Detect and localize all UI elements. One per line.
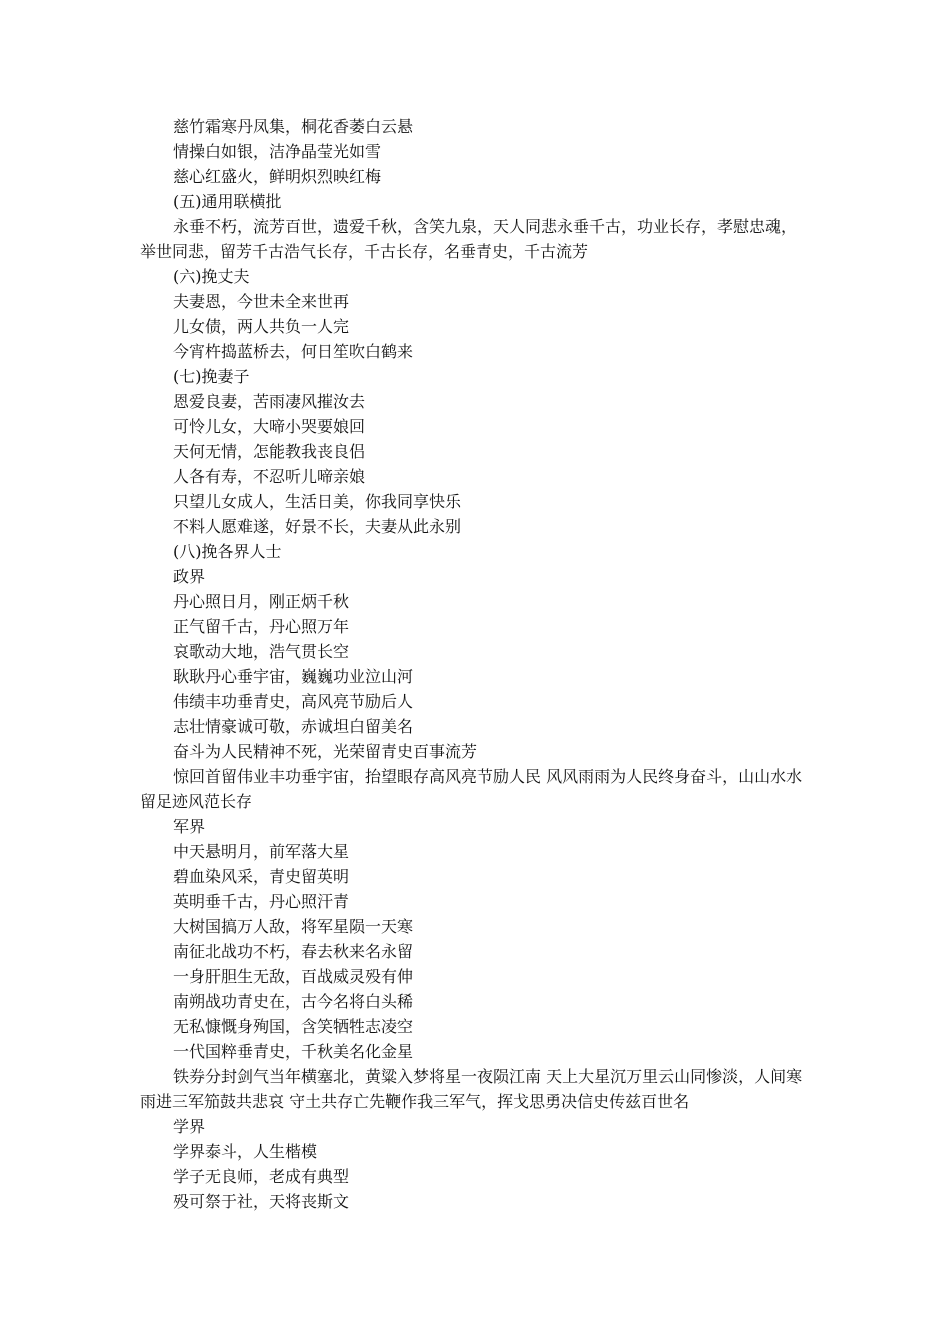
text-line: 夫妻恩，今世未全来世再: [173, 292, 350, 311]
text-paragraph: 惊回首留伟业丰功垂宇宙，抬望眼存高风亮节励人民 风风雨雨为人民终身奋斗，山山水水留足迹风范长存: [140, 767, 803, 811]
text-line: 南征北战功不朽，春去秋来名永留: [173, 942, 414, 961]
text-line: 今宵杵捣蓝桥去，何日笙吹白鹤来: [173, 342, 414, 361]
text-line: 情操白如银，洁净晶莹光如雪: [173, 142, 382, 161]
text-line: 一身肝胆生无敌，百战威灵殁有伸: [173, 967, 414, 986]
text-line: 中天悬明月，前军落大星: [173, 842, 350, 861]
text-line: 学界: [173, 1117, 206, 1136]
text-line: 军界: [173, 817, 206, 836]
text-line: 丹心照日月，刚正炳千秋: [173, 592, 350, 611]
text-line: 人各有寿，不忍听儿啼亲娘: [173, 467, 366, 486]
text-line: 学界泰斗，人生楷模: [173, 1142, 318, 1161]
text-line: (七)挽妻子: [173, 367, 250, 386]
text-line: (五)通用联横批: [173, 192, 282, 211]
text-line: 学子无良师，老成有典型: [173, 1167, 350, 1186]
text-paragraph: 铁券分封剑气当年横塞北，黄粱入梦将星一夜陨江南 天上大星沉万里云山同惨淡，人间寒雨进三军笳鼓共悲哀 守土共存亡先鞭作我三军气，挥戈思勇决信史传兹百世名: [140, 1067, 803, 1111]
text-paragraph: 永垂不朽，流芳百世，遗爱千秋，含笑九泉，天人同悲永垂千古，功业长存，孝慰忠魂，举世同悲，留芳千古浩气长存，千古长存，名垂青史，千古流芳: [140, 217, 798, 261]
text-line: (八)挽各界人士: [173, 542, 282, 561]
text-line: 政界: [173, 567, 206, 586]
text-line: 慈心红盛火，鲜明炽烈映红梅: [173, 167, 382, 186]
text-line: 儿女债，两人共负一人完: [173, 317, 350, 336]
text-line: 天何无情，怎能教我丧良侣: [173, 442, 366, 461]
text-line: 殁可祭于社，天将丧斯文: [173, 1192, 350, 1211]
text-line: 南朔战功青史在，古今名将白头稀: [173, 992, 414, 1011]
text-line: 正气留千古，丹心照万年: [173, 617, 350, 636]
text-line: 大树国搞万人敌，将军星陨一天寒: [173, 917, 414, 936]
text-line: 耿耿丹心垂宇宙，巍巍功业泣山河: [173, 667, 414, 686]
text-line: 志壮情豪诚可敬，赤诚坦白留美名: [173, 717, 414, 736]
text-line: 可怜儿女，大啼小哭要娘回: [173, 417, 366, 436]
text-line: 奋斗为人民精神不死，光荣留青史百事流芳: [173, 742, 478, 761]
text-line: 英明垂千古，丹心照汗青: [173, 892, 350, 911]
text-line: 慈竹霜寒丹凤集，桐花香萎白云悬: [173, 117, 414, 136]
text-line: 恩爱良妻，苦雨凄风摧汝去: [173, 392, 366, 411]
text-line: 哀歌动大地，浩气贯长空: [173, 642, 350, 661]
text-line: 碧血染风采，青史留英明: [173, 867, 350, 886]
text-line: (六)挽丈夫: [173, 267, 250, 286]
text-line: 只望儿女成人，生活日美，你我同享快乐: [173, 492, 462, 511]
document-body: [140, 114, 820, 1214]
text-line: 无私慷慨身殉国，含笑牺牲志凌空: [173, 1017, 414, 1036]
text-line: 一代国粹垂青史，千秋美名化金星: [173, 1042, 414, 1061]
text-line: 不料人愿难遂，好景不长，夫妻从此永别: [173, 517, 462, 536]
text-line: 伟绩丰功垂青史，高风亮节励后人: [173, 692, 414, 711]
